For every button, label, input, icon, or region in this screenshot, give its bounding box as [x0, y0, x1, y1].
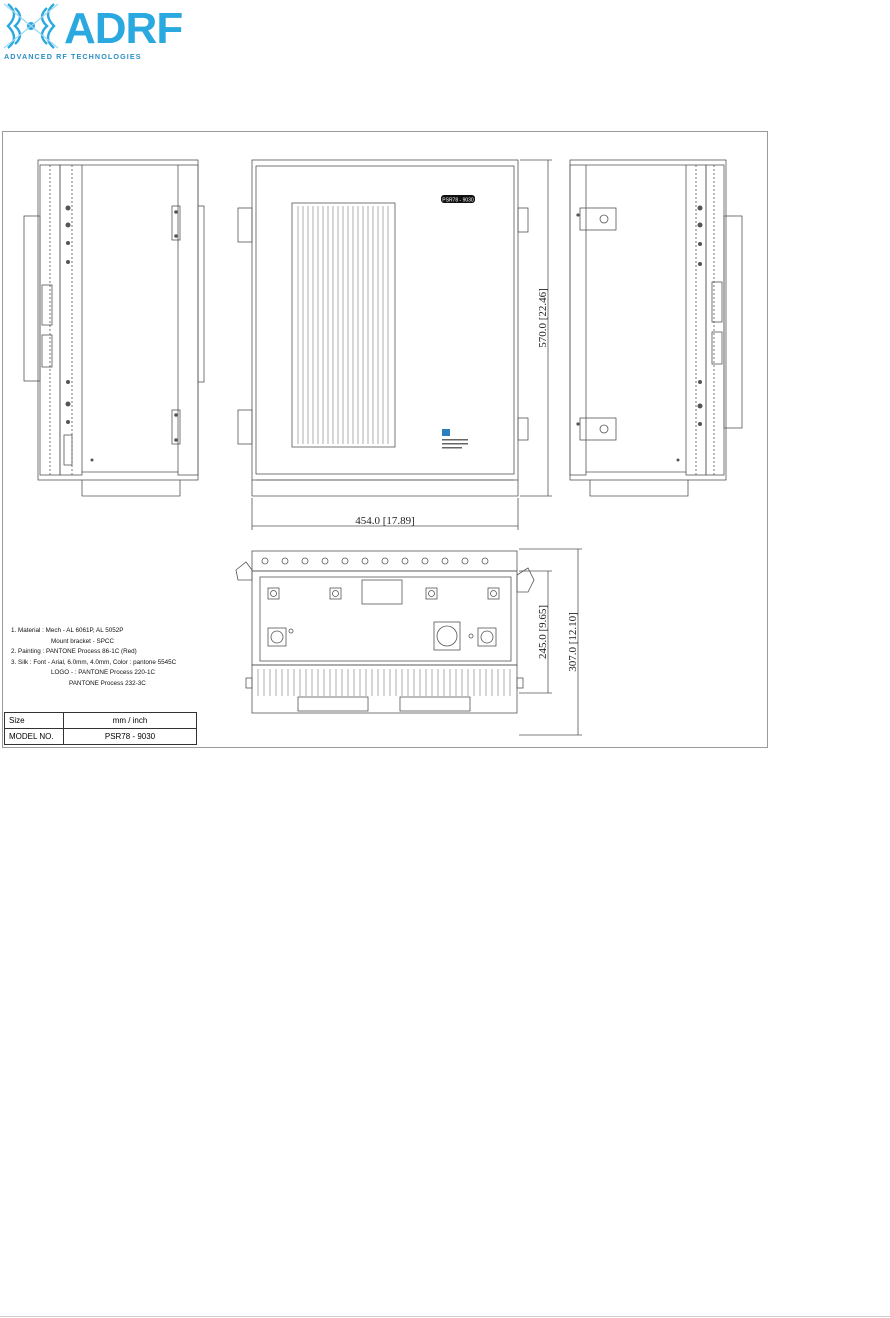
- spec-table: [4, 712, 197, 745]
- model-value: PSR78 - 9030: [64, 729, 197, 745]
- brand-tagline: ADVANCED RF TECHNOLOGIES: [4, 52, 142, 61]
- model-label: MODEL NO.: [5, 729, 64, 745]
- note-item: LOGO - : PANTONE Process 220-1C: [51, 669, 156, 677]
- note-item: PANTONE Process 232-3C: [69, 679, 146, 687]
- nameplate-label: PSR78 - 9030: [442, 197, 474, 204]
- note-item: Mount bracket - SPCC: [51, 637, 114, 645]
- bottom-outer-depth-dimension: 307.0 [12.10]: [567, 612, 579, 672]
- bottom-inner-depth-dimension: 245.0 [9.65]: [537, 604, 549, 660]
- front-height-dimension: 570.0 [22.46]: [537, 288, 549, 348]
- table-row: [5, 713, 197, 729]
- right-side-view: [570, 160, 742, 496]
- size-value: mm / inch: [64, 713, 197, 729]
- drawing-notes: [11, 626, 176, 690]
- note-item: 3. Silk : Font - Arial, 6.0mm, 4.0mm, Color : pantone 5545C: [11, 658, 177, 666]
- front-width-dimension: 454.0 [17.89]: [355, 515, 415, 527]
- note-item: 2. Painting : PANTONE Process 86-1C (Red): [11, 648, 137, 656]
- brand-name: ADRF: [64, 4, 183, 53]
- bottom-view: [236, 549, 582, 735]
- size-label: Size: [5, 713, 64, 729]
- table-row: [5, 729, 197, 745]
- page-footer-divider: [0, 1316, 890, 1317]
- left-side-view: [24, 160, 204, 496]
- note-item: 1. Material : Mech - AL 6061P, AL 5052P: [11, 627, 124, 634]
- front-view: [238, 160, 552, 530]
